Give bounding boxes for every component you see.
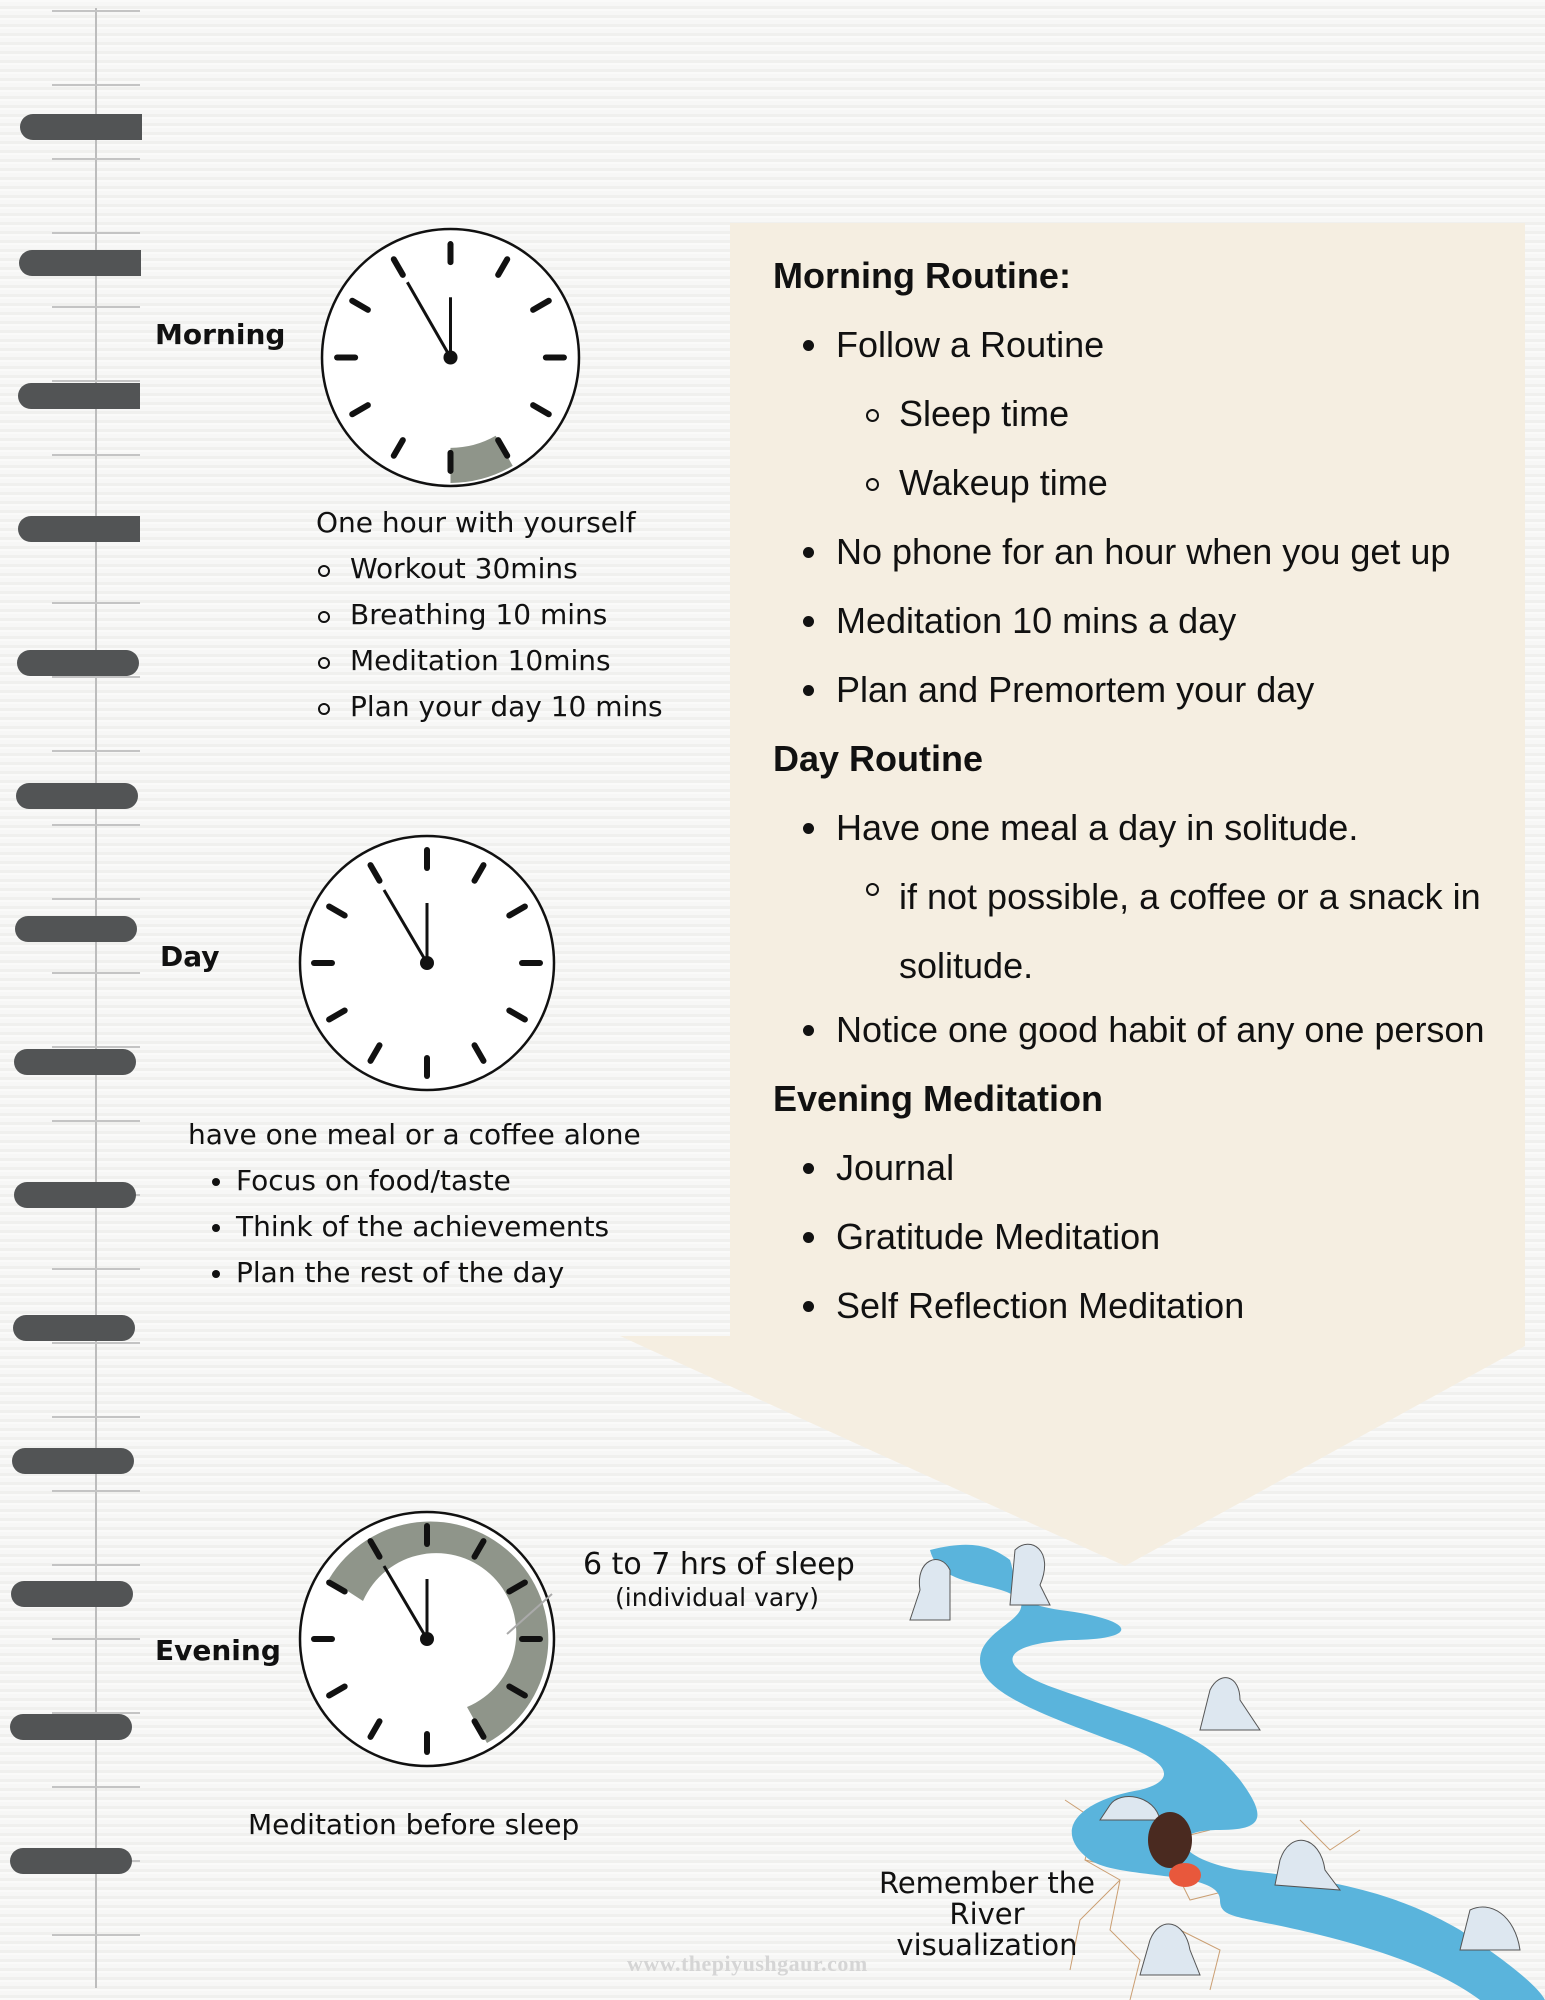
ruler-tick xyxy=(52,232,140,234)
ruler-bar xyxy=(15,916,137,942)
section-title-day: Day Routine xyxy=(773,738,984,779)
list-item: Self Reflection Meditation xyxy=(773,1280,1533,1349)
ruler-tick xyxy=(52,1490,140,1492)
list-item: Workout 30mins xyxy=(316,546,663,592)
ruler-bar xyxy=(13,1315,135,1341)
ruler-bar xyxy=(11,1581,133,1607)
evening-caption: Meditation before sleep xyxy=(248,1808,580,1841)
river-caption-line1: Remember the xyxy=(878,1866,1095,1900)
ruler-tick xyxy=(52,1934,140,1936)
evening-clock-icon xyxy=(296,1508,558,1770)
ruler-bar xyxy=(12,1448,134,1474)
day-heading: have one meal or a coffee alone xyxy=(188,1118,641,1151)
ruler-tick xyxy=(52,1416,140,1418)
ruler-tick xyxy=(52,972,140,974)
ruler-tick xyxy=(52,1638,140,1640)
list-item: Plan your day 10 mins xyxy=(316,684,663,730)
section-title-morning: Morning Routine: xyxy=(773,255,1071,296)
list-item: Notice one good habit of any one person xyxy=(773,1004,1533,1073)
ruler-tick xyxy=(52,380,140,382)
list-item: Plan the rest of the day xyxy=(202,1250,641,1296)
routine-panel-content xyxy=(773,250,1533,1349)
ruler-bar xyxy=(17,650,139,676)
ruler-tick xyxy=(52,306,140,308)
list-item: Think of the achievements xyxy=(202,1204,641,1250)
ruler-bar xyxy=(18,516,140,542)
ruler-tick xyxy=(52,824,140,826)
list-item: Journal xyxy=(773,1142,1533,1211)
ruler-bar xyxy=(10,1714,132,1740)
ruler-tick xyxy=(52,158,140,160)
ruler-bar xyxy=(14,1049,136,1075)
ruler-bar xyxy=(14,1182,136,1208)
ruler-bar xyxy=(18,383,140,409)
ruler-tick xyxy=(52,676,140,678)
ruler-tick xyxy=(52,1786,140,1788)
list-item: Gratitude Meditation xyxy=(773,1211,1533,1280)
ruler-tick xyxy=(52,898,140,900)
evening-label: Evening xyxy=(155,1634,281,1667)
list-item: Follow a Routine xyxy=(773,319,1533,388)
ruler-tick xyxy=(52,750,140,752)
list-item: Meditation 10mins xyxy=(316,638,663,684)
list-subitem: Wakeup time xyxy=(773,457,1533,526)
ruler-tick xyxy=(52,10,140,12)
ruler-tick xyxy=(52,1342,140,1344)
list-item: Have one meal a day in solitude. xyxy=(773,802,1533,871)
ruler-tick xyxy=(52,602,140,604)
list-item: No phone for an hour when you get up xyxy=(773,526,1533,595)
day-clock-icon xyxy=(296,832,558,1094)
ruler-tick xyxy=(52,84,140,86)
ruler-tick xyxy=(52,1046,140,1048)
day-notes xyxy=(188,1112,641,1296)
list-item: Plan and Premortem your day xyxy=(773,664,1533,733)
day-label: Day xyxy=(160,940,220,973)
ruler-tick xyxy=(52,1268,140,1270)
ruler-bar xyxy=(10,1848,132,1874)
list-item: Breathing 10 mins xyxy=(316,592,663,638)
ruler-bar xyxy=(19,250,141,276)
list-subitem: if not possible, a coffee or a snack in solitude. xyxy=(773,862,1499,1000)
river-caption-line2: River visualization xyxy=(896,1897,1078,1962)
ruler-line xyxy=(95,8,97,1988)
list-item: Focus on food/taste xyxy=(202,1158,641,1204)
morning-label: Morning xyxy=(155,318,286,351)
sleep-callout: 6 to 7 hrs of sleep xyxy=(583,1547,855,1582)
ruler-bar xyxy=(20,114,142,140)
river-caption xyxy=(857,1868,1117,1961)
list-subitem: Sleep time xyxy=(773,388,1533,457)
list-item: Meditation 10 mins a day xyxy=(773,595,1533,664)
ruler-tick xyxy=(52,1564,140,1566)
ruler-tick xyxy=(52,454,140,456)
sleep-callout-sub: (individual vary) xyxy=(615,1583,819,1612)
ruler-tick xyxy=(52,1120,140,1122)
morning-heading: One hour with yourself xyxy=(316,506,636,539)
morning-notes xyxy=(316,500,663,730)
ruler-bar xyxy=(16,783,138,809)
section-title-evening: Evening Meditation xyxy=(773,1078,1104,1119)
watermark: www.thepiyushgaur.com xyxy=(627,1951,868,1976)
morning-clock-icon xyxy=(318,225,583,490)
